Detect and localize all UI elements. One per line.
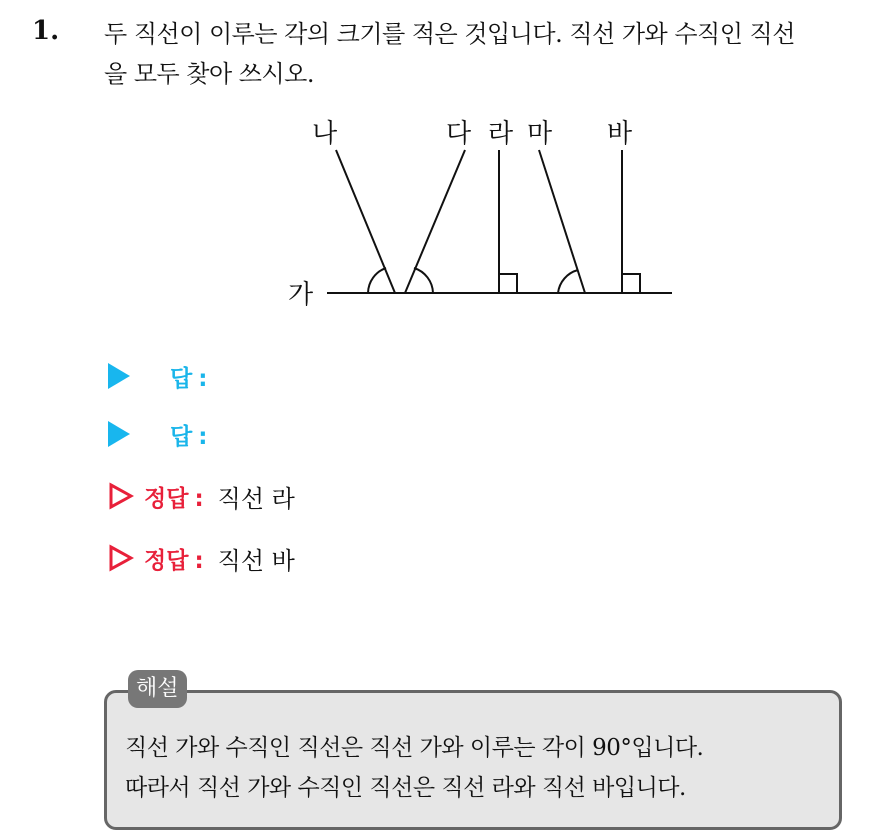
angle-arc-na bbox=[368, 268, 386, 293]
line-ma bbox=[539, 150, 585, 293]
right-angle-mark-ra bbox=[499, 274, 517, 293]
correct-answer-value: 직선 바 bbox=[217, 546, 295, 575]
label-da: 다 bbox=[446, 119, 472, 149]
correct-answer-label: 정답 : bbox=[144, 547, 204, 574]
hollow-triangle-icon bbox=[108, 482, 134, 510]
correct-answer-row-1 bbox=[108, 478, 295, 514]
label-na: 나 bbox=[312, 119, 338, 149]
correct-answer-label: 정답 : bbox=[144, 485, 204, 512]
answer-label: 답 : bbox=[170, 423, 208, 450]
angle-arc-ma bbox=[558, 270, 578, 293]
label-ba: 바 bbox=[607, 119, 633, 149]
correct-answer-value: 직선 라 bbox=[217, 484, 295, 513]
line-na bbox=[336, 150, 395, 293]
answer-row-2[interactable] bbox=[108, 416, 207, 452]
question-number: 1. bbox=[32, 16, 60, 46]
line-da bbox=[405, 150, 465, 293]
correct-answer-row-2 bbox=[108, 540, 295, 576]
answer-row-1[interactable] bbox=[108, 358, 207, 394]
label-ra: 라 bbox=[488, 119, 514, 149]
label-ma: 마 bbox=[527, 119, 553, 149]
play-marker-icon bbox=[108, 363, 130, 389]
explanation-text bbox=[125, 728, 825, 808]
explanation-line1: 직선 가와 수직인 직선은 직선 가와 이루는 각이 90°입니다. bbox=[125, 735, 704, 761]
angle-arc-da bbox=[414, 268, 433, 293]
explanation-line2: 따라서 직선 가와 수직인 직선은 직선 라와 직선 바입니다. bbox=[125, 775, 686, 801]
right-angle-mark-ba bbox=[622, 274, 640, 293]
answer-label: 답 : bbox=[170, 365, 208, 392]
question-text-line1: 두 직선이 이루는 각의 크기를 적은 것입니다. 직선 가와 수직인 직선 bbox=[104, 20, 795, 48]
lines-figure bbox=[0, 0, 884, 330]
label-ga: 가 bbox=[288, 280, 314, 310]
play-marker-icon bbox=[108, 421, 130, 447]
explanation-tag: 해설 bbox=[128, 670, 187, 708]
hollow-triangle-icon bbox=[108, 544, 134, 572]
question-text-line2: 을 모두 찾아 쓰시오. bbox=[104, 60, 314, 88]
